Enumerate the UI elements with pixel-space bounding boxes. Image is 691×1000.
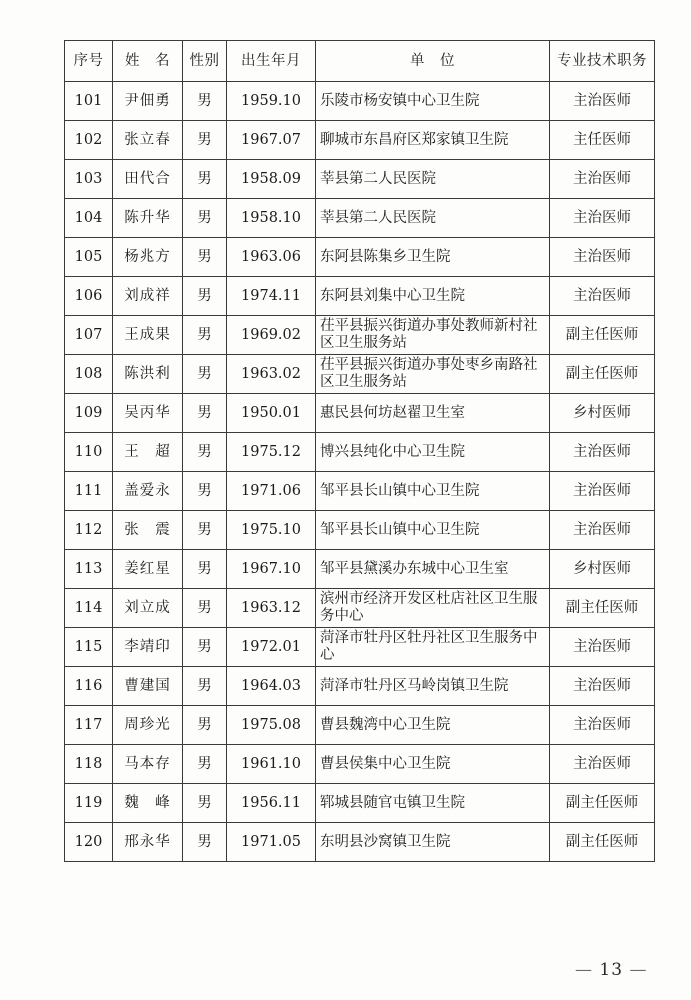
cell-professional-title: 副主任医师 bbox=[550, 823, 655, 862]
cell-gender: 男 bbox=[183, 550, 227, 589]
cell-unit: 郓城县随官屯镇卫生院 bbox=[316, 784, 550, 823]
cell-name: 张 震 bbox=[113, 511, 183, 550]
cell-gender: 男 bbox=[183, 823, 227, 862]
cell-gender: 男 bbox=[183, 121, 227, 160]
cell-birth-date: 1975.08 bbox=[227, 706, 316, 745]
table-row bbox=[65, 433, 655, 472]
table-row bbox=[65, 472, 655, 511]
cell-serial-number: 119 bbox=[65, 784, 113, 823]
cell-professional-title: 乡村医师 bbox=[550, 394, 655, 433]
cell-gender: 男 bbox=[183, 277, 227, 316]
cell-professional-title: 主治医师 bbox=[550, 433, 655, 472]
cell-gender: 男 bbox=[183, 472, 227, 511]
cell-serial-number: 103 bbox=[65, 160, 113, 199]
cell-birth-date: 1958.09 bbox=[227, 160, 316, 199]
table-row bbox=[65, 667, 655, 706]
table-row bbox=[65, 160, 655, 199]
header-professional-title: 专业技术职务 bbox=[550, 41, 655, 82]
cell-birth-date: 1972.01 bbox=[227, 628, 316, 667]
cell-birth-date: 1956.11 bbox=[227, 784, 316, 823]
header-row bbox=[65, 41, 655, 82]
cell-unit: 乐陵市杨安镇中心卫生院 bbox=[316, 82, 550, 121]
cell-birth-date: 1967.10 bbox=[227, 550, 316, 589]
cell-name: 杨兆方 bbox=[113, 238, 183, 277]
table-row bbox=[65, 550, 655, 589]
cell-serial-number: 111 bbox=[65, 472, 113, 511]
cell-professional-title: 乡村医师 bbox=[550, 550, 655, 589]
cell-gender: 男 bbox=[183, 316, 227, 355]
cell-professional-title: 主治医师 bbox=[550, 667, 655, 706]
cell-unit: 惠民县何坊赵翟卫生室 bbox=[316, 394, 550, 433]
cell-gender: 男 bbox=[183, 160, 227, 199]
cell-serial-number: 104 bbox=[65, 199, 113, 238]
cell-gender: 男 bbox=[183, 628, 227, 667]
cell-unit: 茌平县振兴街道办事处枣乡南路社区卫生服务站 bbox=[316, 355, 550, 394]
cell-unit: 莘县第二人民医院 bbox=[316, 199, 550, 238]
cell-professional-title: 副主任医师 bbox=[550, 784, 655, 823]
table-row bbox=[65, 628, 655, 667]
cell-birth-date: 1963.06 bbox=[227, 238, 316, 277]
cell-unit: 曹县魏湾中心卫生院 bbox=[316, 706, 550, 745]
cell-professional-title: 主治医师 bbox=[550, 472, 655, 511]
table-row bbox=[65, 745, 655, 784]
cell-unit: 邹平县黛溪办东城中心卫生室 bbox=[316, 550, 550, 589]
cell-gender: 男 bbox=[183, 745, 227, 784]
cell-unit: 东阿县刘集中心卫生院 bbox=[316, 277, 550, 316]
cell-professional-title: 主任医师 bbox=[550, 121, 655, 160]
cell-professional-title: 主治医师 bbox=[550, 238, 655, 277]
cell-birth-date: 1974.11 bbox=[227, 277, 316, 316]
cell-serial-number: 117 bbox=[65, 706, 113, 745]
table-row bbox=[65, 589, 655, 628]
cell-name: 曹建国 bbox=[113, 667, 183, 706]
cell-gender: 男 bbox=[183, 238, 227, 277]
cell-professional-title: 主治医师 bbox=[550, 277, 655, 316]
cell-birth-date: 1975.10 bbox=[227, 511, 316, 550]
table-row bbox=[65, 238, 655, 277]
cell-professional-title: 副主任医师 bbox=[550, 316, 655, 355]
cell-birth-date: 1971.06 bbox=[227, 472, 316, 511]
header-unit: 单 位 bbox=[316, 41, 550, 82]
cell-gender: 男 bbox=[183, 199, 227, 238]
table-row bbox=[65, 706, 655, 745]
cell-unit: 菏泽市牡丹区马岭岗镇卫生院 bbox=[316, 667, 550, 706]
cell-name: 刘成祥 bbox=[113, 277, 183, 316]
cell-birth-date: 1961.10 bbox=[227, 745, 316, 784]
cell-name: 马本存 bbox=[113, 745, 183, 784]
footer-dash-right: — bbox=[629, 960, 648, 980]
cell-gender: 男 bbox=[183, 706, 227, 745]
table-row bbox=[65, 199, 655, 238]
cell-gender: 男 bbox=[183, 433, 227, 472]
cell-professional-title: 副主任医师 bbox=[550, 589, 655, 628]
cell-birth-date: 1958.10 bbox=[227, 199, 316, 238]
personnel-table bbox=[64, 40, 655, 862]
cell-birth-date: 1950.01 bbox=[227, 394, 316, 433]
cell-unit: 滨州市经济开发区杜店社区卫生服务中心 bbox=[316, 589, 550, 628]
cell-serial-number: 115 bbox=[65, 628, 113, 667]
cell-name: 尹佃勇 bbox=[113, 82, 183, 121]
cell-serial-number: 106 bbox=[65, 277, 113, 316]
cell-unit: 茌平县振兴街道办事处教师新村社区卫生服务站 bbox=[316, 316, 550, 355]
cell-professional-title: 主治医师 bbox=[550, 745, 655, 784]
table-row bbox=[65, 823, 655, 862]
cell-serial-number: 102 bbox=[65, 121, 113, 160]
cell-serial-number: 108 bbox=[65, 355, 113, 394]
cell-gender: 男 bbox=[183, 784, 227, 823]
cell-serial-number: 118 bbox=[65, 745, 113, 784]
header-gender: 性别 bbox=[183, 41, 227, 82]
cell-birth-date: 1963.12 bbox=[227, 589, 316, 628]
cell-professional-title: 主治医师 bbox=[550, 706, 655, 745]
page-number: 13 bbox=[599, 960, 624, 980]
cell-name: 吴丙华 bbox=[113, 394, 183, 433]
header-birth-date: 出生年月 bbox=[227, 41, 316, 82]
table-row bbox=[65, 121, 655, 160]
cell-unit: 曹县侯集中心卫生院 bbox=[316, 745, 550, 784]
cell-unit: 聊城市东昌府区郑家镇卫生院 bbox=[316, 121, 550, 160]
table-row bbox=[65, 511, 655, 550]
cell-serial-number: 105 bbox=[65, 238, 113, 277]
table-row bbox=[65, 355, 655, 394]
cell-unit: 东阿县陈集乡卫生院 bbox=[316, 238, 550, 277]
cell-serial-number: 107 bbox=[65, 316, 113, 355]
cell-serial-number: 120 bbox=[65, 823, 113, 862]
cell-name: 陈洪利 bbox=[113, 355, 183, 394]
cell-gender: 男 bbox=[183, 355, 227, 394]
cell-unit: 邹平县长山镇中心卫生院 bbox=[316, 472, 550, 511]
table-row bbox=[65, 784, 655, 823]
cell-professional-title: 主治医师 bbox=[550, 511, 655, 550]
cell-unit: 邹平县长山镇中心卫生院 bbox=[316, 511, 550, 550]
cell-birth-date: 1959.10 bbox=[227, 82, 316, 121]
cell-professional-title: 主治医师 bbox=[550, 199, 655, 238]
table-row bbox=[65, 316, 655, 355]
cell-serial-number: 101 bbox=[65, 82, 113, 121]
cell-name: 李靖印 bbox=[113, 628, 183, 667]
cell-birth-date: 1967.07 bbox=[227, 121, 316, 160]
cell-unit: 东明县沙窝镇卫生院 bbox=[316, 823, 550, 862]
cell-birth-date: 1964.03 bbox=[227, 667, 316, 706]
cell-name: 魏 峰 bbox=[113, 784, 183, 823]
cell-birth-date: 1969.02 bbox=[227, 316, 316, 355]
cell-gender: 男 bbox=[183, 82, 227, 121]
cell-name: 姜红星 bbox=[113, 550, 183, 589]
cell-unit: 菏泽市牡丹区牡丹社区卫生服务中心 bbox=[316, 628, 550, 667]
cell-serial-number: 116 bbox=[65, 667, 113, 706]
table-row bbox=[65, 82, 655, 121]
cell-professional-title: 主治医师 bbox=[550, 628, 655, 667]
header-serial-number: 序号 bbox=[65, 41, 113, 82]
cell-birth-date: 1963.02 bbox=[227, 355, 316, 394]
cell-professional-title: 主治医师 bbox=[550, 160, 655, 199]
cell-unit: 博兴县纯化中心卫生院 bbox=[316, 433, 550, 472]
header-name: 姓 名 bbox=[113, 41, 183, 82]
table-row bbox=[65, 394, 655, 433]
cell-serial-number: 114 bbox=[65, 589, 113, 628]
cell-gender: 男 bbox=[183, 589, 227, 628]
page-number-footer bbox=[575, 960, 647, 980]
table-row bbox=[65, 277, 655, 316]
cell-name: 邢永华 bbox=[113, 823, 183, 862]
cell-serial-number: 109 bbox=[65, 394, 113, 433]
cell-gender: 男 bbox=[183, 394, 227, 433]
cell-unit: 莘县第二人民医院 bbox=[316, 160, 550, 199]
cell-gender: 男 bbox=[183, 667, 227, 706]
cell-name: 王成果 bbox=[113, 316, 183, 355]
cell-gender: 男 bbox=[183, 511, 227, 550]
cell-professional-title: 副主任医师 bbox=[550, 355, 655, 394]
cell-serial-number: 113 bbox=[65, 550, 113, 589]
cell-serial-number: 110 bbox=[65, 433, 113, 472]
cell-name: 田代合 bbox=[113, 160, 183, 199]
cell-name: 周珍光 bbox=[113, 706, 183, 745]
cell-name: 刘立成 bbox=[113, 589, 183, 628]
cell-name: 盖爱永 bbox=[113, 472, 183, 511]
cell-professional-title: 主治医师 bbox=[550, 82, 655, 121]
footer-dash-left: — bbox=[575, 960, 593, 980]
cell-name: 陈升华 bbox=[113, 199, 183, 238]
cell-name: 王 超 bbox=[113, 433, 183, 472]
table-header bbox=[65, 41, 655, 82]
cell-birth-date: 1971.05 bbox=[227, 823, 316, 862]
cell-name: 张立春 bbox=[113, 121, 183, 160]
cell-birth-date: 1975.12 bbox=[227, 433, 316, 472]
cell-serial-number: 112 bbox=[65, 511, 113, 550]
table-body bbox=[65, 82, 655, 862]
